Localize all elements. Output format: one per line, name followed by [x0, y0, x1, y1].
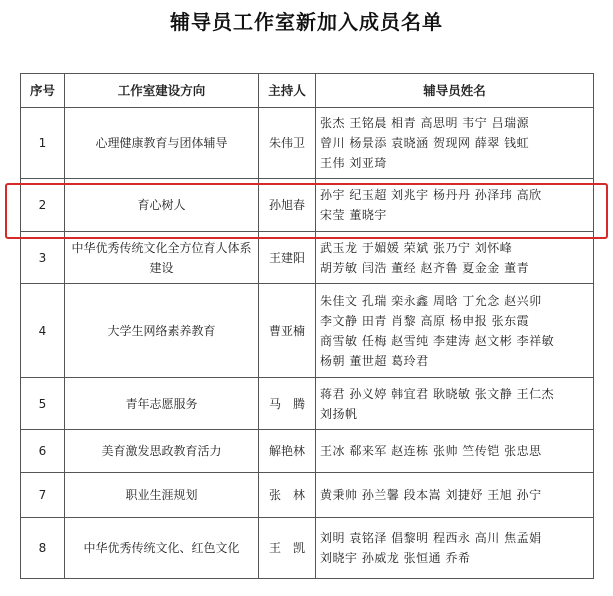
counselor-names — [316, 518, 594, 579]
names-line: 胡芳敏 闫浩 董经 赵齐鲁 夏金金 董青 — [320, 260, 530, 275]
studio-direction: 美育激发思政教育活力 — [65, 430, 259, 473]
table-row — [21, 430, 594, 473]
row-number: 1 — [21, 108, 65, 179]
names-line: 刘明 袁铭泽 倡黎明 程西永 高川 焦孟娟 — [320, 531, 542, 545]
row-number: 2 — [21, 179, 65, 232]
host-name: 马 腾 — [259, 378, 316, 430]
table-row — [21, 108, 594, 179]
member-table — [20, 73, 594, 579]
header-names: 辅导员姓名 — [316, 74, 594, 108]
studio-direction: 中华优秀传统文化全方位育人体系建设 — [65, 232, 259, 284]
header-no: 序号 — [21, 74, 65, 108]
document-title: 辅导员工作室新加入成员名单 — [170, 10, 443, 34]
names-line: 黄秉帅 孙兰馨 段本嵩 刘捷妤 王旭 孙宁 — [320, 488, 542, 502]
table-row — [21, 518, 594, 579]
row-number: 7 — [21, 473, 65, 518]
names-line: 蒋君 孙义婷 韩宜君 耿晓敏 张文静 王仁杰 — [320, 386, 555, 401]
names-line: 李文静 田青 肖黎 高原 杨申报 张东霞 — [320, 313, 530, 328]
host-name: 王建阳 — [259, 232, 316, 284]
table-row — [21, 232, 594, 284]
host-name: 张 林 — [259, 473, 316, 518]
host-name: 解艳林 — [259, 430, 316, 473]
studio-direction: 青年志愿服务 — [65, 378, 259, 430]
header-host: 主持人 — [259, 74, 316, 108]
names-line: 王伟 刘亚琦 — [320, 156, 387, 170]
names-line: 刘晓宇 孙威龙 张恒通 乔希 — [320, 551, 471, 565]
table-row — [21, 284, 594, 378]
counselor-names — [316, 378, 594, 430]
counselor-names — [316, 108, 594, 179]
table-row — [21, 378, 594, 430]
counselor-names — [316, 430, 594, 473]
row-number: 6 — [21, 430, 65, 473]
studio-direction: 育心树人 — [65, 179, 259, 232]
host-name: 曹亚楠 — [259, 284, 316, 378]
row-number: 4 — [21, 284, 65, 378]
names-line: 刘扬帆 — [320, 406, 358, 421]
header-direction: 工作室建设方向 — [65, 74, 259, 108]
counselor-names — [316, 232, 594, 284]
row-number: 5 — [21, 378, 65, 430]
table-header-row — [21, 74, 594, 108]
studio-direction: 大学生网络素养教育 — [65, 284, 259, 378]
counselor-names — [316, 284, 594, 378]
names-line: 曾川 杨景添 袁晓涵 贺现网 薛翠 钱虹 — [320, 136, 530, 150]
names-line: 王冰 郗来军 赵连栋 张帅 竺传铠 张忠思 — [320, 444, 542, 458]
counselor-names — [316, 179, 594, 232]
host-name: 朱伟卫 — [259, 108, 316, 179]
names-line: 孙宇 纪玉超 刘兆宇 杨丹丹 孙泽玮 高欣 — [320, 188, 542, 202]
host-name: 孙旭春 — [259, 179, 316, 232]
names-line: 张杰 王铭晨 相青 高思明 韦宁 吕瑞源 — [320, 116, 530, 130]
names-line: 商雪敏 任梅 赵雪纯 李建涛 赵文彬 李祥敏 — [320, 333, 555, 348]
counselor-names — [316, 473, 594, 518]
row-number: 8 — [21, 518, 65, 579]
studio-direction: 中华优秀传统文化、红色文化 — [65, 518, 259, 579]
names-line: 宋莹 董晓宇 — [320, 208, 387, 222]
row-number: 3 — [21, 232, 65, 284]
host-name: 王 凯 — [259, 518, 316, 579]
table-row — [21, 179, 594, 232]
table-row — [21, 473, 594, 518]
studio-direction: 心理健康教育与团体辅导 — [65, 108, 259, 179]
names-line: 杨朝 董世超 葛玲君 — [320, 353, 429, 368]
names-line: 朱佳文 孔瑞 栾永鑫 周晗 丁允念 赵兴卯 — [320, 293, 542, 308]
studio-direction: 职业生涯规划 — [65, 473, 259, 518]
names-line: 武玉龙 于媚媛 荣斌 张乃宁 刘怀峰 — [320, 240, 513, 255]
